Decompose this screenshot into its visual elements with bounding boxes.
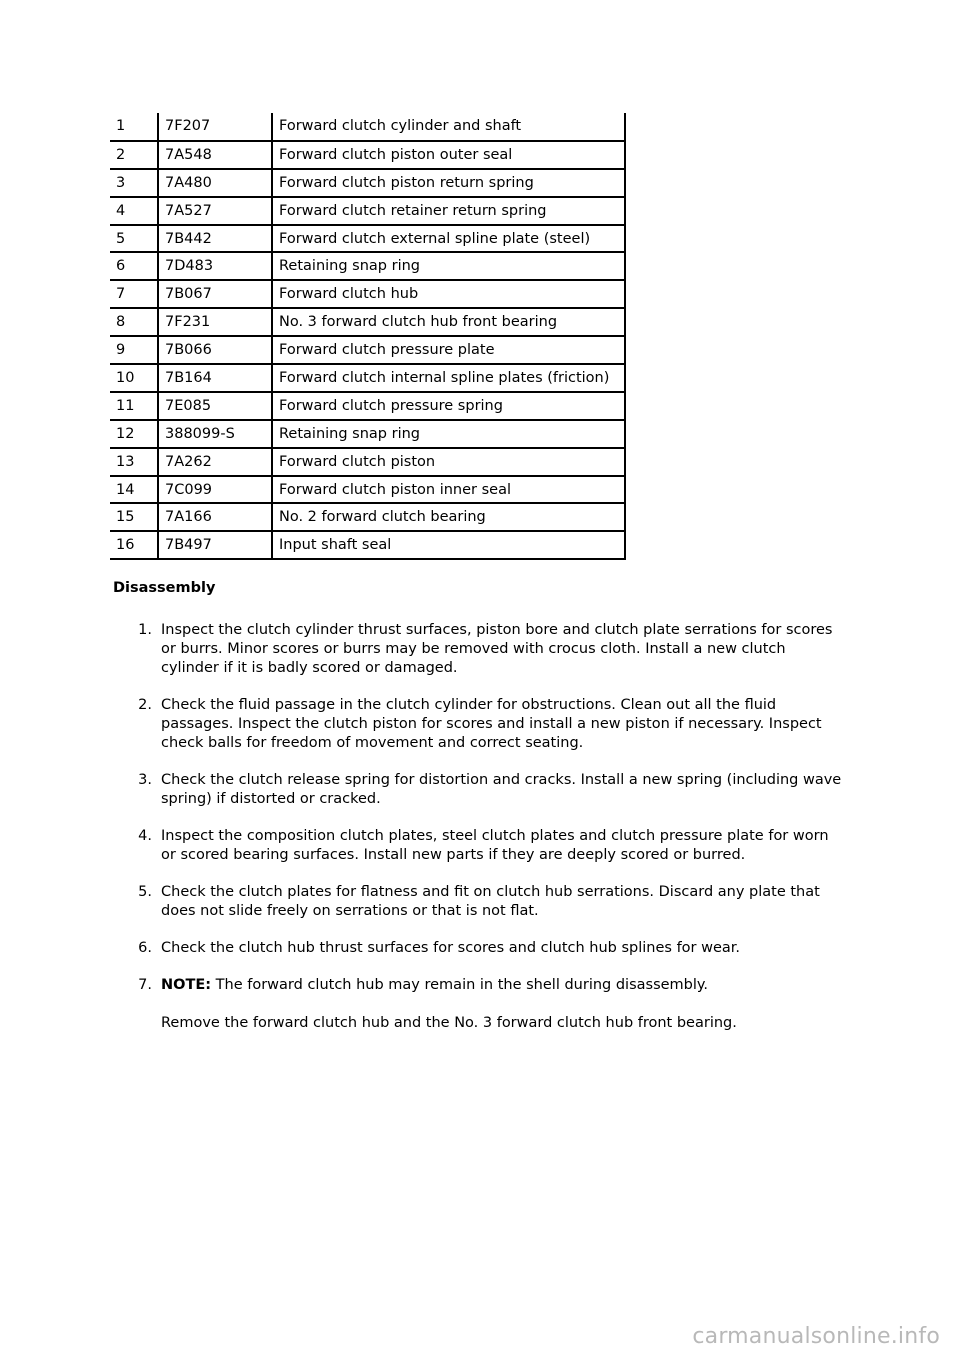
step-note <box>161 976 846 995</box>
step-text: Remove the forward clutch hub and the No. 3 forward clutch hub front bearing. <box>161 1015 737 1031</box>
section-heading: Disassembly <box>113 580 216 596</box>
part-description-cell: Forward clutch external spline plate (steel) <box>272 225 625 253</box>
part-number-cell: 7A527 <box>158 197 272 225</box>
table-row <box>110 113 625 141</box>
table-row <box>110 308 625 336</box>
list-item <box>124 696 846 753</box>
part-description-cell: Retaining snap ring <box>272 252 625 280</box>
part-description-cell: Forward clutch piston inner seal <box>272 476 625 504</box>
table-row <box>110 252 625 280</box>
part-number-cell: 7B066 <box>158 336 272 364</box>
part-index-cell: 14 <box>110 476 158 504</box>
table-row <box>110 169 625 197</box>
parts-table <box>110 113 626 560</box>
watermark: carmanualsonline.info <box>692 1324 940 1349</box>
part-number-cell: 7D483 <box>158 252 272 280</box>
part-index-cell: 15 <box>110 503 158 531</box>
step-number: 7. <box>138 977 152 993</box>
step-number: 5. <box>138 884 152 900</box>
step-text: Inspect the clutch cylinder thrust surfaces, piston bore and clutch plate serrations for scores or burrs. Minor scores or burrs may be removed with crocus cloth. Install a new clutch cylinder if it is badly scored or damaged. <box>161 622 833 676</box>
part-description-cell: No. 2 forward clutch bearing <box>272 503 625 531</box>
part-description-cell: Forward clutch piston return spring <box>272 169 625 197</box>
part-number-cell: 7A480 <box>158 169 272 197</box>
step-number: 1. <box>138 622 152 638</box>
part-description-cell: Forward clutch internal spline plates (friction) <box>272 364 625 392</box>
part-index-cell: 12 <box>110 420 158 448</box>
part-number-cell: 7B442 <box>158 225 272 253</box>
table-row <box>110 336 625 364</box>
table-row <box>110 503 625 531</box>
procedure-steps <box>124 621 846 1051</box>
part-description-cell: Retaining snap ring <box>272 420 625 448</box>
step-text: Check the clutch plates for flatness and fit on clutch hub serrations. Discard any plate that does not slide freely on serrations or that is not flat. <box>161 884 820 919</box>
step-text: Check the clutch release spring for distortion and cracks. Install a new spring (including wave spring) if distorted or cracked. <box>161 772 842 807</box>
note-label: NOTE: <box>161 977 212 993</box>
list-item <box>124 621 846 678</box>
part-description-cell: No. 3 forward clutch hub front bearing <box>272 308 625 336</box>
part-number-cell: 7C099 <box>158 476 272 504</box>
part-number-cell: 388099-S <box>158 420 272 448</box>
part-description-cell: Forward clutch pressure plate <box>272 336 625 364</box>
part-description-cell: Forward clutch retainer return spring <box>272 197 625 225</box>
part-index-cell: 2 <box>110 141 158 169</box>
part-number-cell: 7A548 <box>158 141 272 169</box>
step-text: Inspect the composition clutch plates, steel clutch plates and clutch pressure plate for worn or scored bearing surfaces. Install new parts if they are deeply scored or burred. <box>161 828 829 863</box>
table-row <box>110 225 625 253</box>
part-index-cell: 8 <box>110 308 158 336</box>
table-row <box>110 476 625 504</box>
part-description-cell: Forward clutch pressure spring <box>272 392 625 420</box>
part-index-cell: 3 <box>110 169 158 197</box>
table-row <box>110 392 625 420</box>
step-number: 6. <box>138 940 152 956</box>
part-number-cell: 7B164 <box>158 364 272 392</box>
part-description-cell: Forward clutch hub <box>272 280 625 308</box>
part-index-cell: 11 <box>110 392 158 420</box>
note-text: The forward clutch hub may remain in the shell during disassembly. <box>211 977 709 993</box>
table-row <box>110 141 625 169</box>
part-index-cell: 9 <box>110 336 158 364</box>
part-number-cell: 7B497 <box>158 531 272 559</box>
part-index-cell: 6 <box>110 252 158 280</box>
part-number-cell: 7B067 <box>158 280 272 308</box>
part-description-cell: Input shaft seal <box>272 531 625 559</box>
part-description-cell: Forward clutch cylinder and shaft <box>272 113 625 141</box>
table-row <box>110 364 625 392</box>
part-number-cell: 7F231 <box>158 308 272 336</box>
part-number-cell: 7A262 <box>158 448 272 476</box>
list-item <box>124 827 846 865</box>
table-row <box>110 448 625 476</box>
part-index-cell: 10 <box>110 364 158 392</box>
table-row <box>110 280 625 308</box>
step-text: Check the fluid passage in the clutch cylinder for obstructions. Clean out all the fluid passages. Inspect the clutch piston for scores and install a new piston if necessary. Inspect check balls for freedom of movement and correct seating. <box>161 697 822 751</box>
step-number: 2. <box>138 697 152 713</box>
list-item <box>124 976 846 1033</box>
part-description-cell: Forward clutch piston outer seal <box>272 141 625 169</box>
part-description-cell: Forward clutch piston <box>272 448 625 476</box>
part-index-cell: 5 <box>110 225 158 253</box>
table-row <box>110 197 625 225</box>
part-index-cell: 13 <box>110 448 158 476</box>
step-text: Check the clutch hub thrust surfaces for scores and clutch hub splines for wear. <box>161 940 741 956</box>
part-index-cell: 16 <box>110 531 158 559</box>
list-item <box>124 939 846 958</box>
step-number: 3. <box>138 772 152 788</box>
part-index-cell: 4 <box>110 197 158 225</box>
part-number-cell: 7E085 <box>158 392 272 420</box>
parts-table-body <box>110 113 625 559</box>
table-row <box>110 531 625 559</box>
part-number-cell: 7F207 <box>158 113 272 141</box>
step-number: 4. <box>138 828 152 844</box>
table-row <box>110 420 625 448</box>
part-number-cell: 7A166 <box>158 503 272 531</box>
list-item <box>124 771 846 809</box>
part-index-cell: 1 <box>110 113 158 141</box>
list-item <box>124 883 846 921</box>
part-index-cell: 7 <box>110 280 158 308</box>
